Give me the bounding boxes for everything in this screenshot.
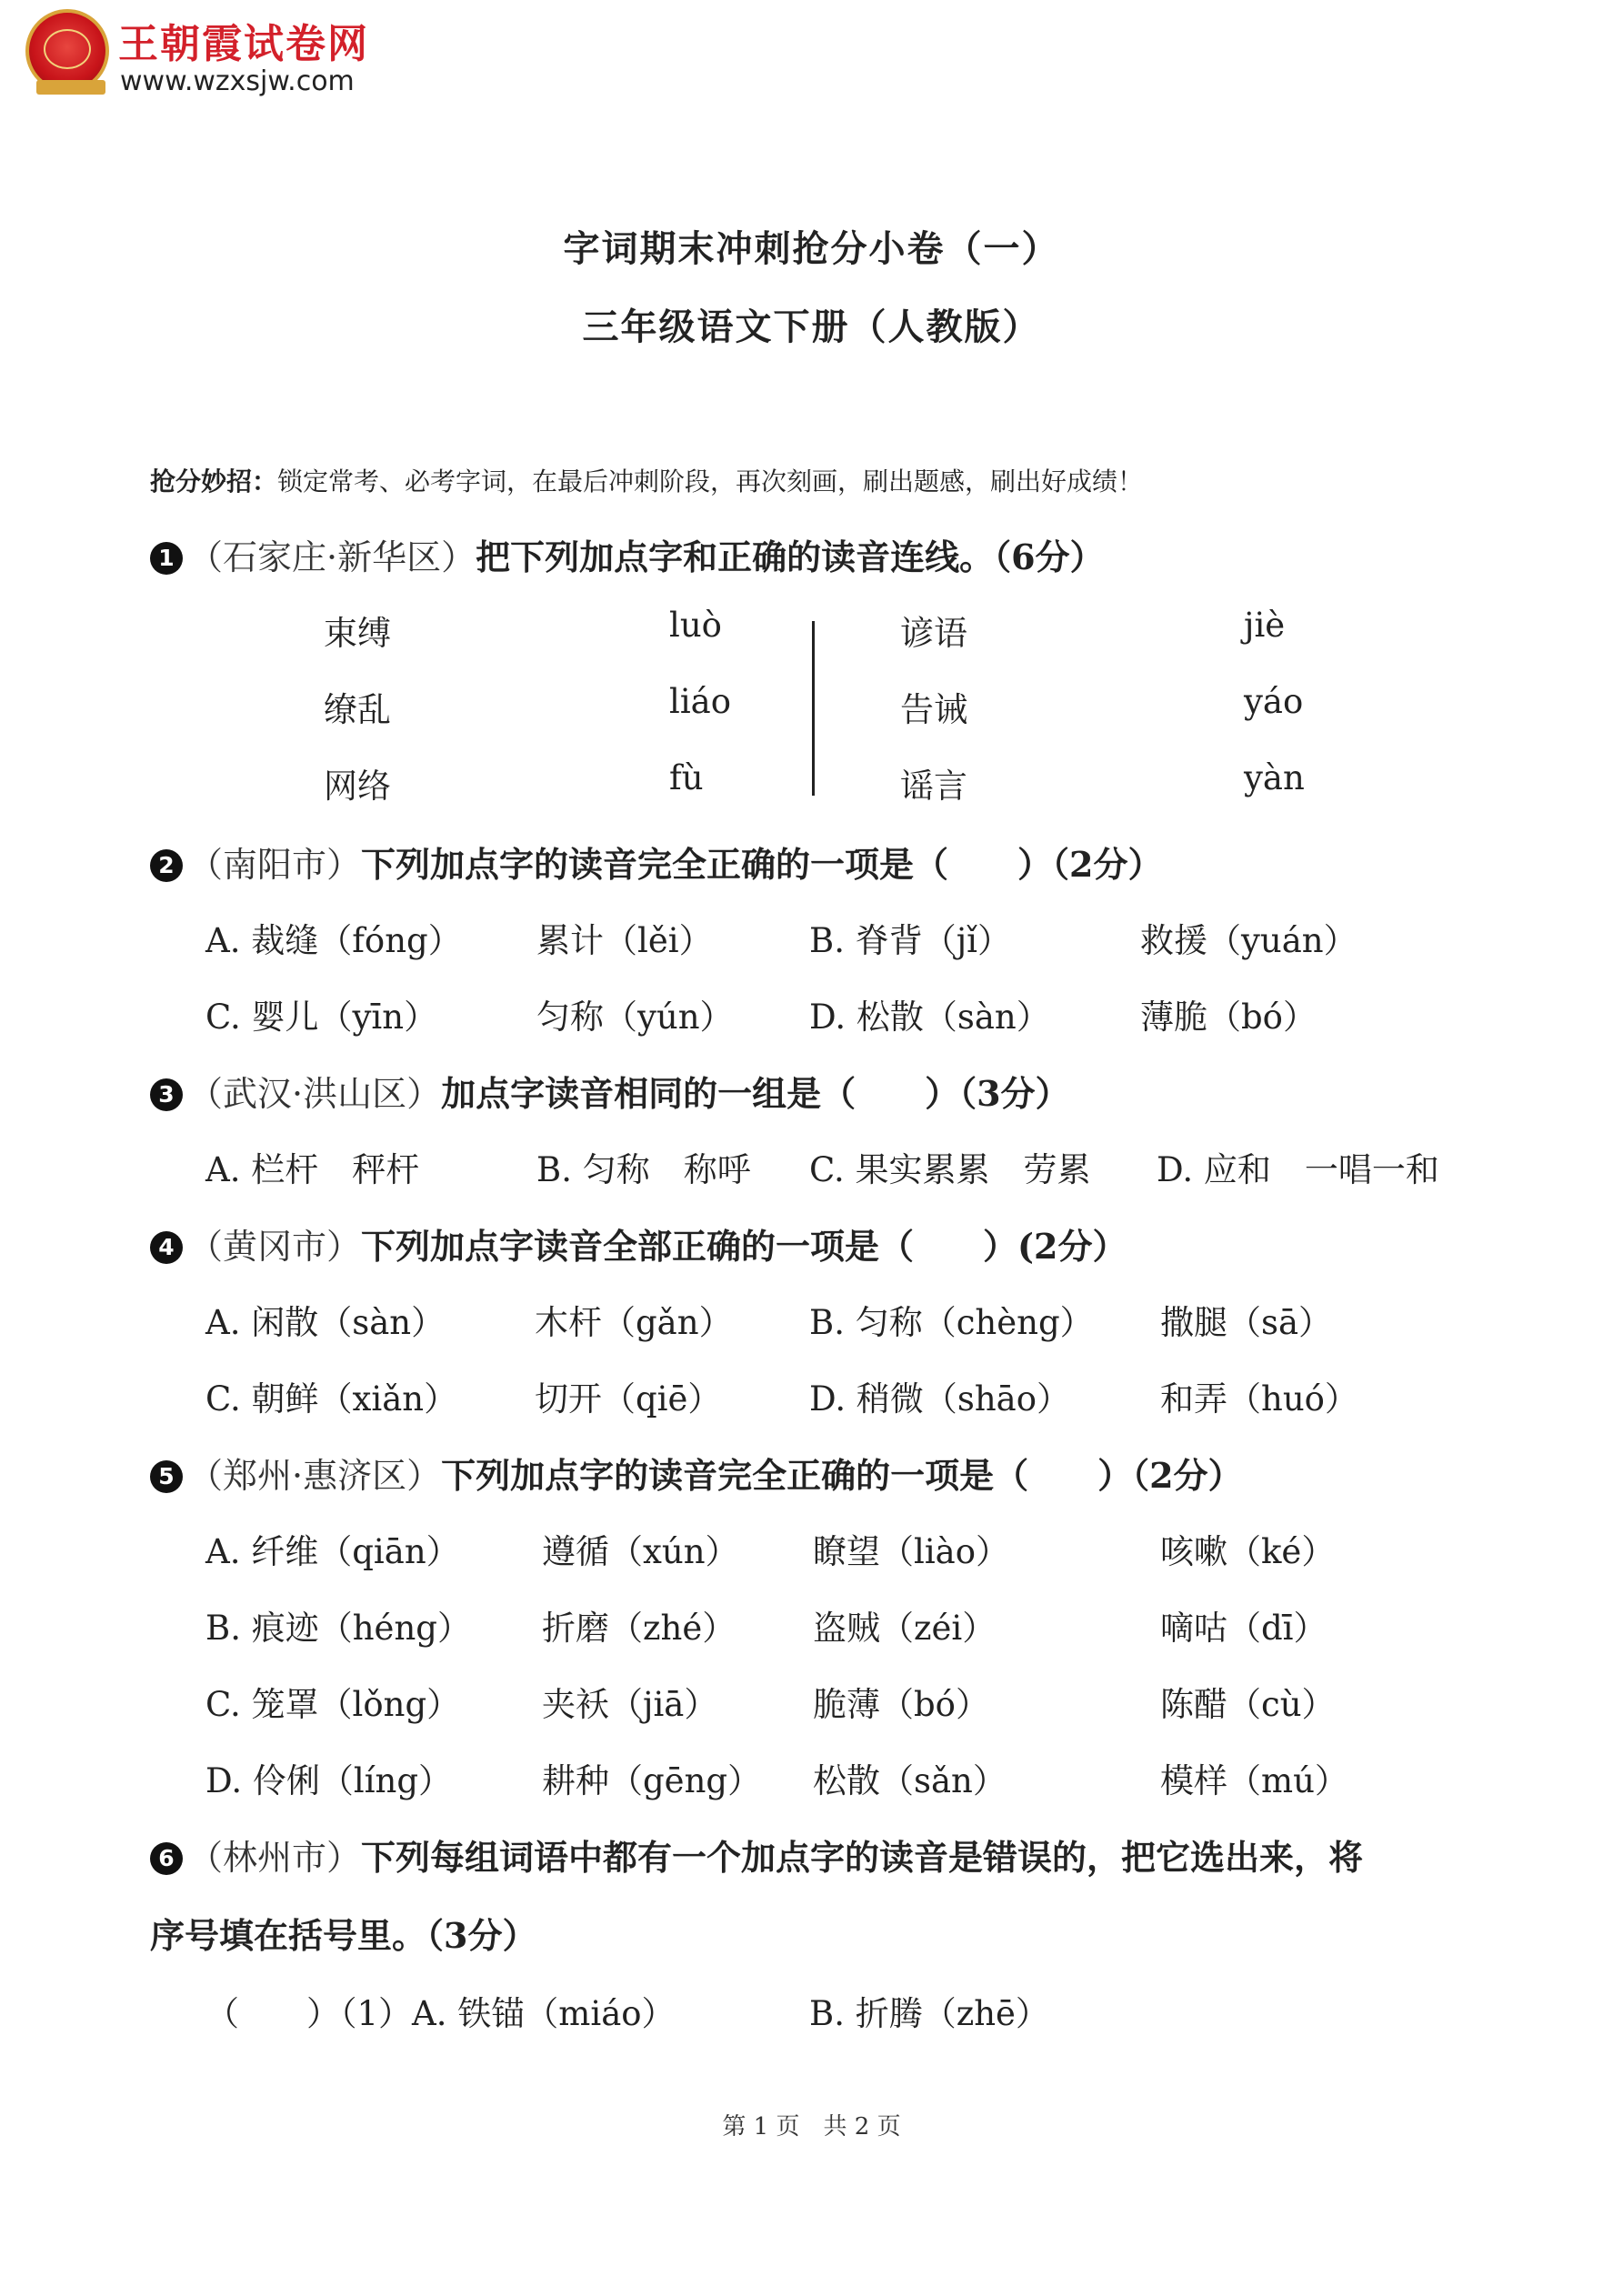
option-text: 折磨（zhé） xyxy=(542,1609,736,1648)
option-text: 陈醋（cù） xyxy=(1160,1685,1336,1724)
question-number-5: 5 xyxy=(150,1460,183,1493)
question-1 xyxy=(150,529,1105,579)
column-divider xyxy=(812,621,815,796)
question-number-4: 4 xyxy=(150,1231,183,1264)
option-text: A. 栏杆 秤杆 xyxy=(205,1150,420,1189)
question-4 xyxy=(150,1218,1127,1268)
option-text: 遵循（xún） xyxy=(542,1532,739,1571)
left-pinyin: luò xyxy=(669,606,722,645)
question-text: 序号填在括号里。（3分） xyxy=(150,1915,537,1956)
option-text: （ ）（1）A. 铁锚（miáo） xyxy=(205,1994,676,2033)
option-text: A. 闲散（sàn） xyxy=(205,1303,446,1342)
question-number-1: 1 xyxy=(150,542,183,575)
option-text: A. 纤维（qiān） xyxy=(205,1532,460,1571)
seal-icon xyxy=(25,9,109,93)
left-word: 网络 xyxy=(324,767,391,806)
left-word: 束缚 xyxy=(324,614,391,653)
question-source: （黄冈市） xyxy=(188,1227,362,1267)
question-source: （郑州·惠济区） xyxy=(188,1456,442,1496)
left-pinyin: liáo xyxy=(669,682,732,721)
option-text: 匀称（yún） xyxy=(536,998,734,1037)
question-3 xyxy=(150,1066,1070,1116)
page-subtitle: 三年级语文下册（人教版） xyxy=(582,306,1041,348)
left-word: 缭乱 xyxy=(324,690,391,729)
question-source: （南阳市） xyxy=(188,845,362,885)
page-title: 字词期末冲刺抢分小卷（一） xyxy=(563,227,1060,270)
option-text: 累计（lěi） xyxy=(536,921,713,960)
question-text: 下列每组词语中都有一个加点字的读音是错误的，把它选出来，将 xyxy=(361,1837,1364,1878)
option-text: 盗贼（zéi） xyxy=(813,1609,997,1648)
question-source: （武汉·洪山区） xyxy=(188,1074,442,1114)
question-6-continued xyxy=(150,1908,536,1958)
option-text: 切开（qiē） xyxy=(535,1379,722,1419)
question-text: 下列加点字的读音完全正确的一项是（ ）（2分） xyxy=(441,1455,1243,1496)
right-word: 告诫 xyxy=(900,690,967,729)
option-text: 模样（mú） xyxy=(1160,1761,1348,1800)
question-5 xyxy=(150,1448,1243,1498)
right-word: 谚语 xyxy=(900,614,967,653)
right-word: 谣言 xyxy=(900,767,967,806)
option-text: B. 匀称 称呼 xyxy=(536,1150,751,1189)
option-text: A. 裁缝（fóng） xyxy=(205,921,462,960)
option-text: C. 朝鲜（xiǎn） xyxy=(205,1379,458,1419)
question-number-3: 3 xyxy=(150,1078,183,1111)
right-pinyin: jiè xyxy=(1244,606,1286,645)
left-pinyin: fù xyxy=(669,758,704,797)
option-text: C. 婴儿（yīn） xyxy=(205,998,438,1037)
option-text: 瞭望（liào） xyxy=(813,1532,1010,1571)
question-number-6: 6 xyxy=(150,1842,183,1875)
page-footer: 第 1 页 共 2 页 xyxy=(722,2113,901,2141)
option-text: 咳嗽（ké） xyxy=(1160,1532,1336,1571)
option-text: 耕种（gēng） xyxy=(542,1761,762,1800)
option-text: D. 伶俐（líng） xyxy=(205,1761,453,1800)
option-text: 夹袄（jiā） xyxy=(542,1685,718,1724)
intro-body: 锁定常考、必考字词，在最后冲刺阶段，再次刻画，刷出题感，刷出好成绩！ xyxy=(277,466,1144,496)
option-text: 松散（sǎn） xyxy=(813,1761,1007,1800)
option-text: 救援（yuán） xyxy=(1140,921,1358,960)
brand-url: www.wzxsjw.com xyxy=(120,65,355,97)
right-pinyin: yàn xyxy=(1244,758,1305,797)
option-text: B. 脊背（jǐ） xyxy=(809,921,1012,960)
question-6 xyxy=(150,1830,1363,1880)
option-text: 脆薄（bó） xyxy=(813,1685,989,1724)
question-source: （林州市） xyxy=(188,1838,362,1878)
intro-label: 抢分妙招： xyxy=(150,466,278,496)
option-text: 薄脆（bó） xyxy=(1140,998,1317,1037)
option-text: B. 匀称（chèng） xyxy=(809,1303,1094,1342)
question-text: 下列加点字的读音完全正确的一项是（ ）（2分） xyxy=(361,844,1163,885)
question-source: （石家庄·新华区） xyxy=(188,537,476,577)
option-text: B. 痕迹（héng） xyxy=(205,1609,471,1648)
option-text: D. 应和 一唱一和 xyxy=(1157,1150,1439,1189)
question-2 xyxy=(150,837,1162,887)
option-text: B. 折腾（zhē） xyxy=(809,1994,1049,2033)
right-pinyin: yáo xyxy=(1244,682,1304,721)
option-text: 木杆（gǎn） xyxy=(535,1303,733,1342)
option-text: 撒腿（sā） xyxy=(1160,1303,1333,1342)
option-text: D. 稍微（shāo） xyxy=(809,1379,1071,1419)
question-text: 把下列加点字和正确的读音连线。（6分） xyxy=(476,536,1105,577)
option-text: C. 果实累累 劳累 xyxy=(809,1150,1091,1189)
option-text: D. 松散（sàn） xyxy=(809,998,1050,1037)
question-text: 加点字读音相同的一组是（ ）（3分） xyxy=(441,1073,1070,1114)
intro-text xyxy=(150,462,1143,498)
question-number-2: 2 xyxy=(150,849,183,882)
option-text: 嘀咕（dī） xyxy=(1160,1609,1327,1648)
question-text: 下列加点字读音全部正确的一项是（ ）(2分） xyxy=(361,1226,1127,1267)
brand-name: 王朝霞试卷网 xyxy=(118,21,369,67)
option-text: 和弄（huó） xyxy=(1160,1379,1358,1419)
option-text: C. 笼罩（lǒng） xyxy=(205,1685,461,1724)
